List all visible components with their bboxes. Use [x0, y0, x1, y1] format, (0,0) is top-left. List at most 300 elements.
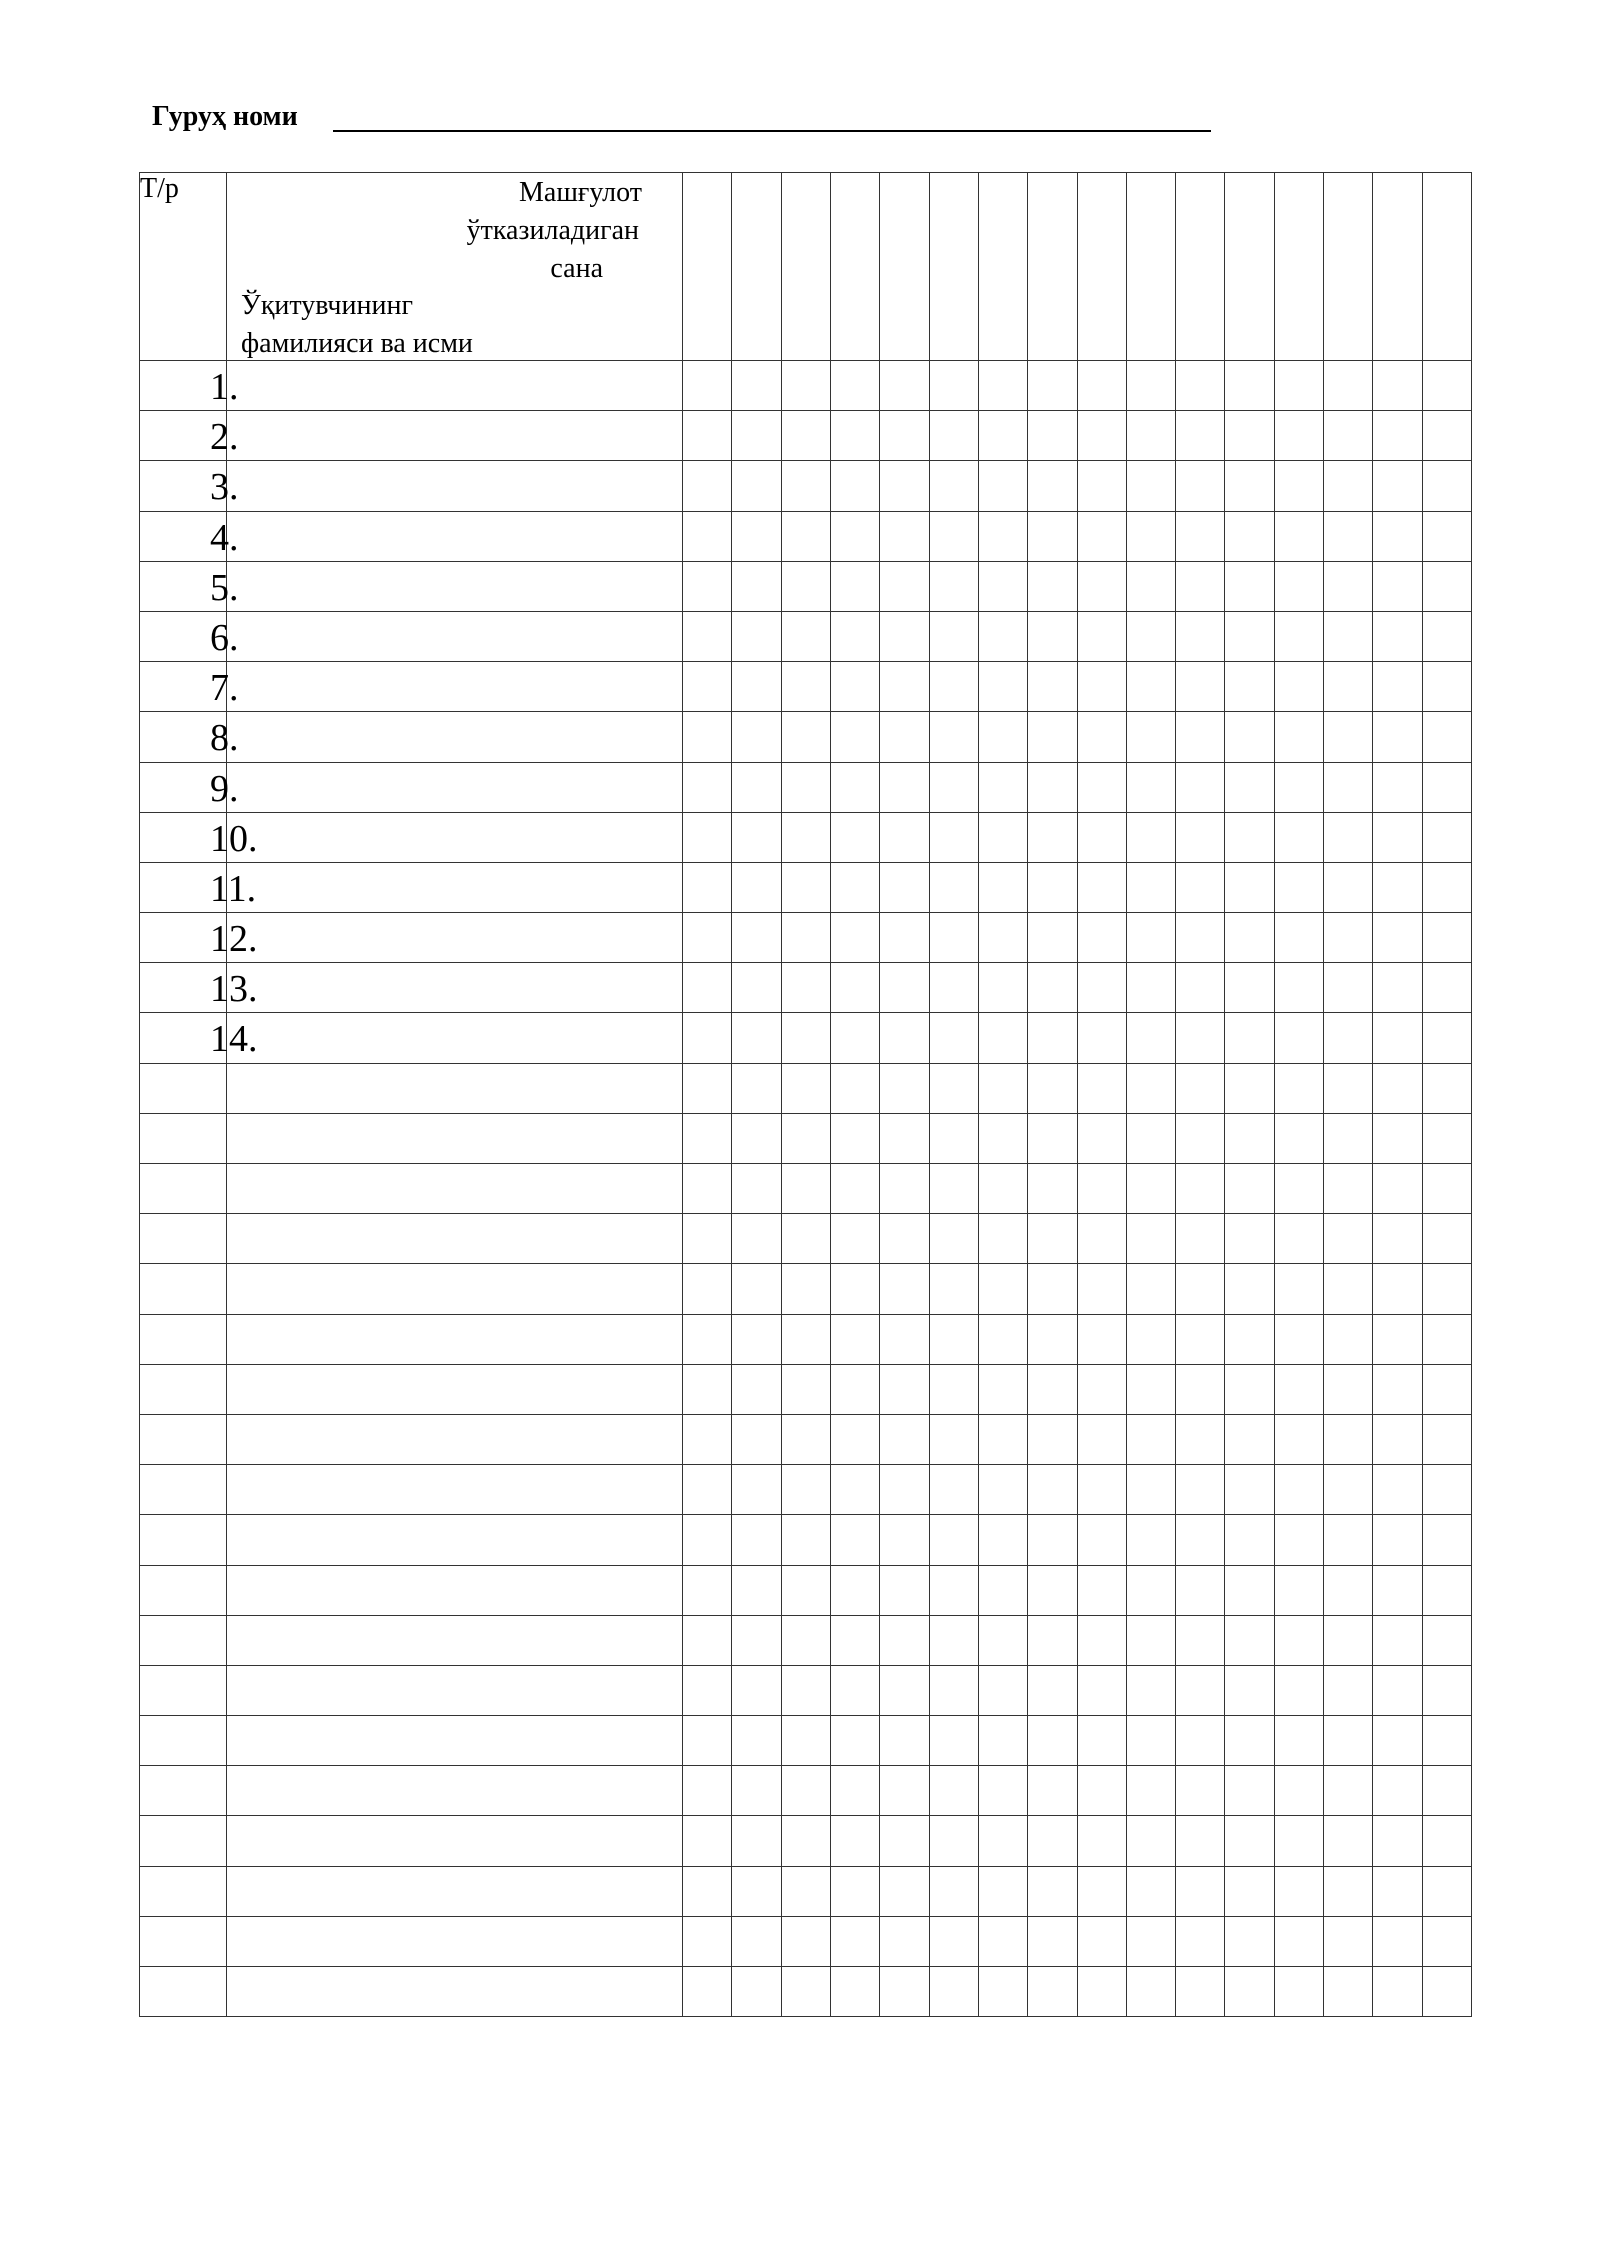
attendance-cell[interactable] [732, 862, 781, 912]
attendance-cell[interactable] [1028, 1113, 1077, 1163]
teacher-name-cell[interactable] [227, 1414, 683, 1464]
attendance-cell[interactable] [1126, 913, 1175, 963]
attendance-cell[interactable] [1225, 862, 1274, 912]
attendance-cell[interactable] [1422, 1916, 1471, 1966]
attendance-cell[interactable] [1422, 1063, 1471, 1113]
attendance-cell[interactable] [1126, 1113, 1175, 1163]
teacher-name-cell[interactable] [227, 1816, 683, 1866]
attendance-cell[interactable] [978, 1967, 1027, 2017]
attendance-cell[interactable] [781, 913, 830, 963]
attendance-cell[interactable] [880, 1414, 929, 1464]
attendance-cell[interactable] [830, 1414, 879, 1464]
attendance-cell[interactable] [1324, 611, 1373, 661]
attendance-cell[interactable] [1225, 1414, 1274, 1464]
attendance-cell[interactable] [1373, 1364, 1422, 1414]
attendance-cell[interactable] [1324, 862, 1373, 912]
attendance-cell[interactable] [978, 611, 1027, 661]
attendance-cell[interactable] [1126, 461, 1175, 511]
attendance-cell[interactable] [1176, 1214, 1225, 1264]
attendance-cell[interactable] [1126, 1866, 1175, 1916]
attendance-cell[interactable] [1422, 361, 1471, 411]
attendance-cell[interactable] [781, 561, 830, 611]
attendance-cell[interactable] [732, 1665, 781, 1715]
attendance-cell[interactable] [1274, 461, 1323, 511]
attendance-cell[interactable] [683, 1113, 732, 1163]
attendance-cell[interactable] [880, 1214, 929, 1264]
attendance-cell[interactable] [1324, 963, 1373, 1013]
attendance-cell[interactable] [830, 1866, 879, 1916]
attendance-cell[interactable] [1373, 411, 1422, 461]
attendance-cell[interactable] [978, 963, 1027, 1013]
teacher-name-cell[interactable] [227, 461, 683, 511]
attendance-cell[interactable] [732, 1164, 781, 1214]
attendance-cell[interactable] [1225, 1314, 1274, 1364]
attendance-cell[interactable] [1373, 361, 1422, 411]
teacher-name-cell[interactable] [227, 662, 683, 712]
attendance-cell[interactable] [1324, 361, 1373, 411]
attendance-cell[interactable] [732, 1565, 781, 1615]
attendance-cell[interactable] [781, 662, 830, 712]
attendance-cell[interactable] [683, 1866, 732, 1916]
attendance-cell[interactable] [732, 561, 781, 611]
attendance-cell[interactable] [781, 511, 830, 561]
teacher-name-cell[interactable] [227, 561, 683, 611]
attendance-cell[interactable] [1028, 762, 1077, 812]
attendance-cell[interactable] [1225, 1816, 1274, 1866]
attendance-cell[interactable] [683, 1716, 732, 1766]
attendance-cell[interactable] [1225, 1214, 1274, 1264]
attendance-cell[interactable] [1274, 1164, 1323, 1214]
attendance-cell[interactable] [830, 862, 879, 912]
attendance-cell[interactable] [978, 1113, 1027, 1163]
attendance-cell[interactable] [1077, 1013, 1126, 1063]
attendance-cell[interactable] [929, 913, 978, 963]
attendance-cell[interactable] [1028, 1414, 1077, 1464]
attendance-cell[interactable] [880, 862, 929, 912]
attendance-cell[interactable] [683, 1615, 732, 1665]
attendance-cell[interactable] [1274, 1816, 1323, 1866]
attendance-cell[interactable] [1077, 1515, 1126, 1565]
attendance-cell[interactable] [1126, 662, 1175, 712]
attendance-cell[interactable] [1373, 1314, 1422, 1364]
attendance-cell[interactable] [1077, 1214, 1126, 1264]
attendance-cell[interactable] [1422, 611, 1471, 661]
attendance-cell[interactable] [1225, 611, 1274, 661]
attendance-cell[interactable] [1176, 1967, 1225, 2017]
attendance-cell[interactable] [1324, 762, 1373, 812]
attendance-cell[interactable] [1028, 1916, 1077, 1966]
attendance-cell[interactable] [1028, 963, 1077, 1013]
attendance-cell[interactable] [732, 1967, 781, 2017]
attendance-cell[interactable] [978, 1766, 1027, 1816]
attendance-cell[interactable] [978, 762, 1027, 812]
attendance-cell[interactable] [1225, 1465, 1274, 1515]
attendance-cell[interactable] [1126, 561, 1175, 611]
attendance-cell[interactable] [1126, 1164, 1175, 1214]
attendance-cell[interactable] [1028, 1766, 1077, 1816]
attendance-cell[interactable] [1176, 1866, 1225, 1916]
attendance-cell[interactable] [978, 1916, 1027, 1966]
attendance-cell[interactable] [1274, 662, 1323, 712]
attendance-cell[interactable] [1176, 511, 1225, 561]
attendance-cell[interactable] [830, 1967, 879, 2017]
attendance-cell[interactable] [1422, 1716, 1471, 1766]
attendance-cell[interactable] [1126, 611, 1175, 661]
attendance-cell[interactable] [1274, 963, 1323, 1013]
attendance-cell[interactable] [683, 1816, 732, 1866]
attendance-cell[interactable] [1324, 1716, 1373, 1766]
date-column-header-cell[interactable] [830, 173, 879, 361]
attendance-cell[interactable] [880, 1766, 929, 1816]
attendance-cell[interactable] [732, 1515, 781, 1565]
attendance-cell[interactable] [880, 1364, 929, 1414]
attendance-cell[interactable] [1422, 712, 1471, 762]
attendance-cell[interactable] [1126, 712, 1175, 762]
attendance-cell[interactable] [880, 1916, 929, 1966]
attendance-cell[interactable] [1126, 1716, 1175, 1766]
attendance-cell[interactable] [1126, 963, 1175, 1013]
attendance-cell[interactable] [781, 1314, 830, 1364]
attendance-cell[interactable] [880, 361, 929, 411]
attendance-cell[interactable] [1422, 1766, 1471, 1816]
teacher-name-cell[interactable] [227, 913, 683, 963]
attendance-cell[interactable] [1324, 1063, 1373, 1113]
attendance-cell[interactable] [1126, 1816, 1175, 1866]
attendance-cell[interactable] [1077, 1866, 1126, 1916]
attendance-cell[interactable] [1324, 1565, 1373, 1615]
attendance-cell[interactable] [1324, 662, 1373, 712]
attendance-cell[interactable] [978, 1414, 1027, 1464]
attendance-cell[interactable] [1126, 511, 1175, 561]
attendance-cell[interactable] [1422, 1816, 1471, 1866]
attendance-cell[interactable] [1126, 1264, 1175, 1314]
teacher-name-cell[interactable] [227, 1013, 683, 1063]
attendance-cell[interactable] [781, 1916, 830, 1966]
attendance-cell[interactable] [683, 762, 732, 812]
attendance-cell[interactable] [1126, 762, 1175, 812]
attendance-cell[interactable] [1422, 1866, 1471, 1916]
attendance-cell[interactable] [1225, 1364, 1274, 1414]
teacher-name-cell[interactable] [227, 1515, 683, 1565]
attendance-cell[interactable] [830, 812, 879, 862]
attendance-cell[interactable] [683, 1515, 732, 1565]
attendance-cell[interactable] [1422, 511, 1471, 561]
date-column-header-cell[interactable] [781, 173, 830, 361]
attendance-cell[interactable] [880, 762, 929, 812]
attendance-cell[interactable] [830, 662, 879, 712]
attendance-cell[interactable] [683, 1013, 732, 1063]
attendance-cell[interactable] [1324, 1916, 1373, 1966]
attendance-cell[interactable] [1077, 913, 1126, 963]
attendance-cell[interactable] [978, 561, 1027, 611]
attendance-cell[interactable] [978, 1665, 1027, 1715]
teacher-name-cell[interactable] [227, 1164, 683, 1214]
attendance-cell[interactable] [1028, 1967, 1077, 2017]
attendance-cell[interactable] [978, 1866, 1027, 1916]
attendance-cell[interactable] [1077, 1766, 1126, 1816]
attendance-cell[interactable] [781, 1615, 830, 1665]
date-column-header-cell[interactable] [978, 173, 1027, 361]
attendance-cell[interactable] [1176, 1816, 1225, 1866]
attendance-cell[interactable] [781, 1013, 830, 1063]
attendance-cell[interactable] [1373, 862, 1422, 912]
attendance-cell[interactable] [830, 411, 879, 461]
attendance-cell[interactable] [1176, 1515, 1225, 1565]
attendance-cell[interactable] [683, 1414, 732, 1464]
attendance-cell[interactable] [1225, 1164, 1274, 1214]
attendance-cell[interactable] [929, 511, 978, 561]
attendance-cell[interactable] [1077, 812, 1126, 862]
attendance-cell[interactable] [1324, 913, 1373, 963]
attendance-cell[interactable] [1225, 1113, 1274, 1163]
attendance-cell[interactable] [1126, 862, 1175, 912]
attendance-cell[interactable] [1422, 1364, 1471, 1414]
attendance-cell[interactable] [929, 1264, 978, 1314]
attendance-cell[interactable] [978, 712, 1027, 762]
attendance-cell[interactable] [1176, 611, 1225, 661]
attendance-cell[interactable] [1274, 1716, 1323, 1766]
attendance-cell[interactable] [683, 361, 732, 411]
attendance-cell[interactable] [1077, 963, 1126, 1013]
attendance-cell[interactable] [781, 1665, 830, 1715]
attendance-cell[interactable] [830, 762, 879, 812]
attendance-cell[interactable] [1373, 1665, 1422, 1715]
attendance-cell[interactable] [830, 712, 879, 762]
attendance-cell[interactable] [683, 461, 732, 511]
attendance-cell[interactable] [732, 712, 781, 762]
attendance-cell[interactable] [880, 1113, 929, 1163]
attendance-cell[interactable] [1422, 862, 1471, 912]
attendance-cell[interactable] [1324, 1364, 1373, 1414]
attendance-cell[interactable] [1422, 1414, 1471, 1464]
attendance-cell[interactable] [781, 1565, 830, 1615]
attendance-cell[interactable] [732, 1063, 781, 1113]
attendance-cell[interactable] [683, 1665, 732, 1715]
attendance-cell[interactable] [1373, 712, 1422, 762]
attendance-cell[interactable] [683, 1465, 732, 1515]
attendance-cell[interactable] [830, 1013, 879, 1063]
attendance-cell[interactable] [781, 361, 830, 411]
attendance-cell[interactable] [978, 1314, 1027, 1364]
attendance-cell[interactable] [683, 862, 732, 912]
attendance-cell[interactable] [880, 1866, 929, 1916]
attendance-cell[interactable] [830, 1264, 879, 1314]
attendance-cell[interactable] [1274, 1615, 1323, 1665]
attendance-cell[interactable] [1028, 812, 1077, 862]
attendance-cell[interactable] [1274, 1314, 1323, 1364]
attendance-cell[interactable] [1324, 1766, 1373, 1816]
attendance-cell[interactable] [1126, 1314, 1175, 1364]
attendance-cell[interactable] [732, 411, 781, 461]
attendance-cell[interactable] [781, 1113, 830, 1163]
attendance-cell[interactable] [1028, 1866, 1077, 1916]
attendance-cell[interactable] [781, 1465, 830, 1515]
attendance-cell[interactable] [1373, 1766, 1422, 1816]
attendance-cell[interactable] [1274, 812, 1323, 862]
attendance-cell[interactable] [1176, 762, 1225, 812]
attendance-cell[interactable] [781, 1063, 830, 1113]
attendance-cell[interactable] [1373, 812, 1422, 862]
attendance-cell[interactable] [1373, 1866, 1422, 1916]
attendance-cell[interactable] [1077, 712, 1126, 762]
attendance-cell[interactable] [1324, 1465, 1373, 1515]
attendance-cell[interactable] [1422, 1314, 1471, 1364]
attendance-cell[interactable] [683, 1766, 732, 1816]
attendance-cell[interactable] [929, 712, 978, 762]
attendance-cell[interactable] [781, 411, 830, 461]
attendance-cell[interactable] [1028, 862, 1077, 912]
attendance-cell[interactable] [1324, 1414, 1373, 1464]
attendance-cell[interactable] [683, 561, 732, 611]
attendance-cell[interactable] [978, 1264, 1027, 1314]
attendance-cell[interactable] [978, 1515, 1027, 1565]
attendance-cell[interactable] [830, 1063, 879, 1113]
attendance-cell[interactable] [1077, 611, 1126, 661]
attendance-cell[interactable] [1373, 1414, 1422, 1464]
group-name-field-line[interactable] [333, 130, 1211, 132]
attendance-cell[interactable] [1422, 1214, 1471, 1264]
attendance-cell[interactable] [1176, 1465, 1225, 1515]
attendance-cell[interactable] [1028, 461, 1077, 511]
attendance-cell[interactable] [929, 1465, 978, 1515]
attendance-cell[interactable] [929, 963, 978, 1013]
teacher-name-cell[interactable] [227, 1465, 683, 1515]
attendance-cell[interactable] [1274, 712, 1323, 762]
attendance-cell[interactable] [1324, 1214, 1373, 1264]
attendance-cell[interactable] [732, 1465, 781, 1515]
attendance-cell[interactable] [1225, 1916, 1274, 1966]
attendance-cell[interactable] [1176, 1716, 1225, 1766]
attendance-cell[interactable] [978, 1816, 1027, 1866]
attendance-cell[interactable] [732, 1816, 781, 1866]
attendance-cell[interactable] [880, 1465, 929, 1515]
date-column-header-cell[interactable] [1373, 173, 1422, 361]
attendance-cell[interactable] [1422, 963, 1471, 1013]
attendance-cell[interactable] [1077, 762, 1126, 812]
attendance-cell[interactable] [1225, 1264, 1274, 1314]
attendance-cell[interactable] [1077, 1816, 1126, 1866]
attendance-cell[interactable] [1077, 1716, 1126, 1766]
attendance-cell[interactable] [1176, 862, 1225, 912]
attendance-cell[interactable] [1225, 1766, 1274, 1816]
attendance-cell[interactable] [781, 1414, 830, 1464]
attendance-cell[interactable] [1422, 1013, 1471, 1063]
attendance-cell[interactable] [781, 1515, 830, 1565]
attendance-cell[interactable] [732, 1113, 781, 1163]
attendance-cell[interactable] [1422, 1615, 1471, 1665]
attendance-cell[interactable] [1274, 1264, 1323, 1314]
attendance-cell[interactable] [1077, 1565, 1126, 1615]
attendance-cell[interactable] [1422, 1967, 1471, 2017]
attendance-cell[interactable] [830, 1916, 879, 1966]
attendance-cell[interactable] [978, 1565, 1027, 1615]
attendance-cell[interactable] [929, 762, 978, 812]
attendance-cell[interactable] [732, 1314, 781, 1364]
attendance-cell[interactable] [1028, 611, 1077, 661]
attendance-cell[interactable] [781, 1866, 830, 1916]
attendance-cell[interactable] [978, 1063, 1027, 1113]
attendance-cell[interactable] [1373, 561, 1422, 611]
attendance-cell[interactable] [1028, 1615, 1077, 1665]
attendance-cell[interactable] [781, 1364, 830, 1414]
date-column-header-cell[interactable] [732, 173, 781, 361]
attendance-cell[interactable] [1225, 1967, 1274, 2017]
attendance-cell[interactable] [1176, 662, 1225, 712]
attendance-cell[interactable] [929, 361, 978, 411]
attendance-cell[interactable] [683, 712, 732, 762]
attendance-cell[interactable] [1324, 1264, 1373, 1314]
attendance-cell[interactable] [1274, 913, 1323, 963]
attendance-cell[interactable] [978, 812, 1027, 862]
attendance-cell[interactable] [1422, 1515, 1471, 1565]
attendance-cell[interactable] [880, 1967, 929, 2017]
attendance-cell[interactable] [1422, 1113, 1471, 1163]
attendance-cell[interactable] [683, 1916, 732, 1966]
attendance-cell[interactable] [1422, 913, 1471, 963]
attendance-cell[interactable] [1225, 712, 1274, 762]
attendance-cell[interactable] [1028, 511, 1077, 561]
attendance-cell[interactable] [978, 1716, 1027, 1766]
attendance-cell[interactable] [1028, 561, 1077, 611]
attendance-cell[interactable] [1225, 1013, 1274, 1063]
attendance-cell[interactable] [1225, 1063, 1274, 1113]
attendance-cell[interactable] [1028, 913, 1077, 963]
attendance-cell[interactable] [1077, 561, 1126, 611]
attendance-cell[interactable] [1373, 662, 1422, 712]
attendance-cell[interactable] [1126, 1013, 1175, 1063]
attendance-cell[interactable] [929, 1214, 978, 1264]
attendance-cell[interactable] [1176, 963, 1225, 1013]
teacher-name-cell[interactable] [227, 1766, 683, 1816]
attendance-cell[interactable] [1373, 963, 1422, 1013]
attendance-cell[interactable] [830, 1314, 879, 1364]
attendance-cell[interactable] [1274, 862, 1323, 912]
attendance-cell[interactable] [1077, 862, 1126, 912]
attendance-cell[interactable] [1028, 1816, 1077, 1866]
attendance-cell[interactable] [1324, 1013, 1373, 1063]
attendance-cell[interactable] [1176, 561, 1225, 611]
attendance-cell[interactable] [880, 1565, 929, 1615]
attendance-cell[interactable] [1176, 1615, 1225, 1665]
attendance-cell[interactable] [1028, 1164, 1077, 1214]
attendance-cell[interactable] [1422, 662, 1471, 712]
attendance-cell[interactable] [1126, 1967, 1175, 2017]
attendance-cell[interactable] [978, 411, 1027, 461]
attendance-cell[interactable] [830, 1113, 879, 1163]
attendance-cell[interactable] [1176, 1414, 1225, 1464]
teacher-name-cell[interactable] [227, 1565, 683, 1615]
attendance-cell[interactable] [880, 913, 929, 963]
attendance-cell[interactable] [830, 1816, 879, 1866]
attendance-cell[interactable] [1176, 1113, 1225, 1163]
attendance-cell[interactable] [929, 1515, 978, 1565]
attendance-cell[interactable] [1324, 1967, 1373, 2017]
attendance-cell[interactable] [880, 1164, 929, 1214]
date-column-header-cell[interactable] [683, 173, 732, 361]
attendance-cell[interactable] [683, 1214, 732, 1264]
attendance-cell[interactable] [781, 461, 830, 511]
attendance-cell[interactable] [1324, 561, 1373, 611]
attendance-cell[interactable] [683, 1264, 732, 1314]
attendance-cell[interactable] [732, 1716, 781, 1766]
attendance-cell[interactable] [1274, 1967, 1323, 2017]
attendance-cell[interactable] [929, 1916, 978, 1966]
attendance-cell[interactable] [1028, 411, 1077, 461]
attendance-cell[interactable] [929, 1364, 978, 1414]
attendance-cell[interactable] [1225, 913, 1274, 963]
attendance-cell[interactable] [1373, 1113, 1422, 1163]
attendance-cell[interactable] [1176, 1364, 1225, 1414]
